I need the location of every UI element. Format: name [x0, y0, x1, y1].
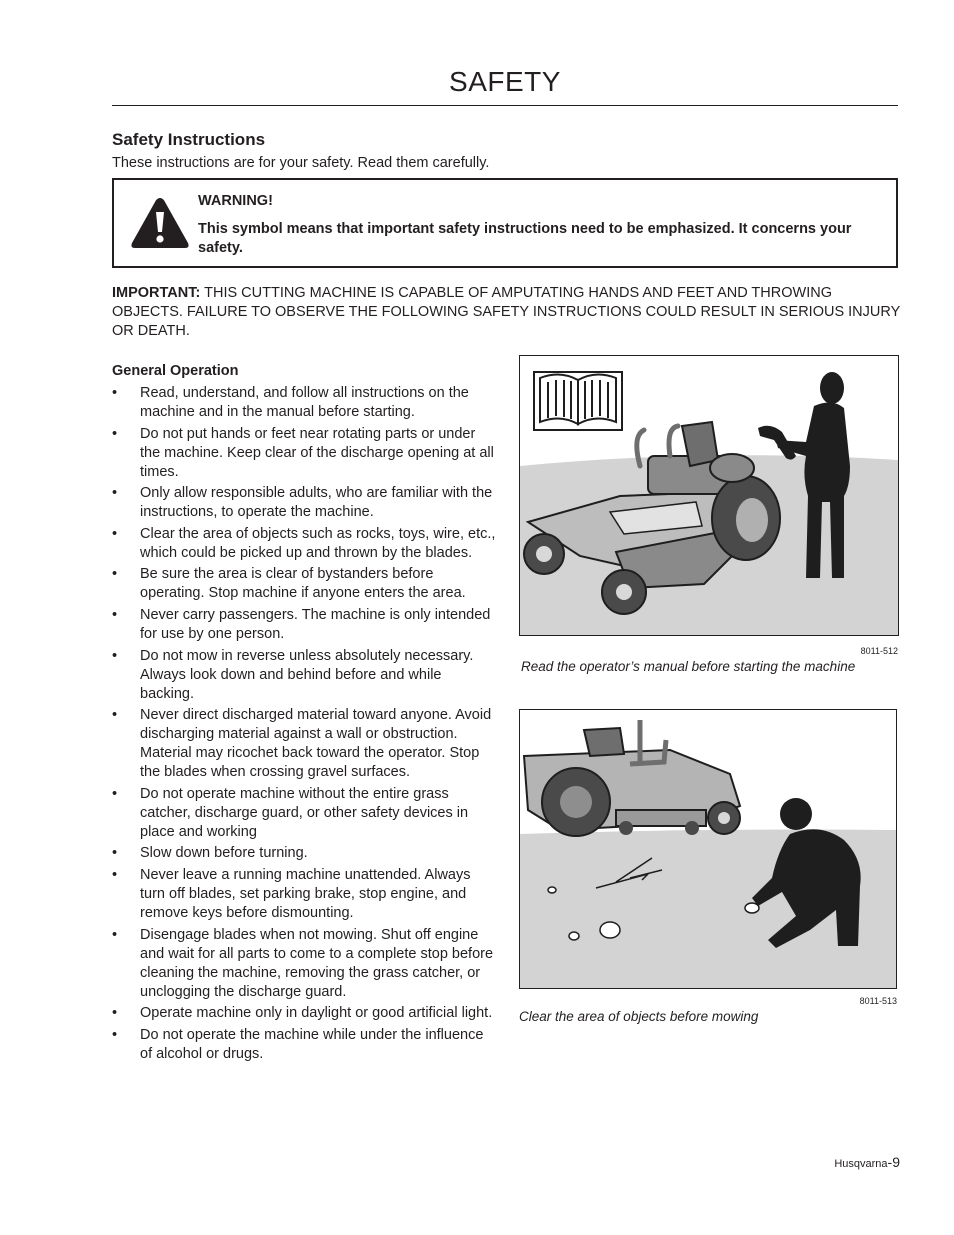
general-operation-heading: General Operation: [112, 363, 239, 379]
list-item: • Clear the area of objects such as rocks, toys, wire, etc., which could be picked up and thrown by the blades.: [112, 525, 496, 561]
figure-clear-area: [519, 709, 897, 989]
list-item: • Do not put hands or feet near rotating parts or under the machine. Keep clear of the discharge opening at all times.: [112, 425, 494, 480]
riding-mower-icon: [524, 720, 740, 836]
important-label: IMPORTANT:: [112, 285, 201, 301]
list-item: • Only allow responsible adults, who are familiar with the instructions, to operate the machine.: [112, 485, 493, 521]
list-item: • Slow down before turning.: [112, 845, 308, 862]
list-item: • Do not operate machine without the entire grass catcher, discharge guard, or other safety devices in place and working: [112, 785, 469, 840]
warning-text: This symbol means that important safety instructions need to be emphasized. It concerns your safety.: [198, 221, 852, 256]
list-item: • Do not operate the machine while under the influence of alcohol or drugs.: [112, 1026, 484, 1062]
general-operation-list: [112, 384, 496, 1066]
clear-area-illustration: [520, 710, 896, 988]
figure-code: 8011-512: [860, 646, 898, 656]
page-number: -9: [887, 1154, 900, 1170]
footer-brand: Husqvarna: [834, 1158, 888, 1170]
warning-box: [112, 178, 898, 268]
figure-code: 8011-513: [859, 996, 897, 1006]
section-heading: Safety Instructions: [112, 130, 266, 149]
list-item: • Be sure the area is clear of bystanders before operating. Stop machine if anyone enters the area.: [112, 566, 466, 602]
intro-text: These instructions are for your safety. Read them carefully.: [112, 155, 490, 171]
figure-caption: Clear the area of objects before mowing: [519, 1009, 759, 1024]
list-item: • Disengage blades when not mowing. Shut off engine and wait for all parts to come to a complete stop before cleaning the machine, removing the grass catcher, or unclogging the discharge guard.: [112, 926, 494, 1000]
open-book-icon: [534, 372, 622, 430]
list-item: • Never direct discharged material toward anyone. Avoid discharging material against a wall or obstruction. Material may ricochet back toward the operator. Stop the blades when crossing gravel surfaces.: [112, 707, 492, 781]
page-title: SAFETY: [449, 66, 561, 97]
important-text: THIS CUTTING MACHINE IS CAPABLE OF AMPUTATING HANDS AND FEET AND THROWING OBJECTS. FAILURE TO OBSERVE THE FOLLOWING SAFETY INSTRUCTIONS COULD RESULT IN SERIOUS INJURY OR DEATH.: [112, 285, 900, 339]
list-item: • Read, understand, and follow all instructions on the machine and in the manual before starting.: [112, 385, 469, 420]
warning-title: WARNING!: [198, 193, 273, 209]
list-item: • Do not mow in reverse unless absolutely necessary. Always look down and behind before and while backing.: [112, 647, 474, 702]
read-manual-illustration: [520, 356, 898, 635]
list-item: • Never leave a running machine unattended. Always turn off blades, set parking brake, stop engine, and remove keys before dismounting.: [112, 866, 471, 921]
figure-read-manual: [519, 355, 899, 636]
list-item: • Operate machine only in daylight or good artificial light.: [112, 1005, 493, 1022]
warning-triangle-icon: [130, 196, 190, 250]
list-item: • Never carry passengers. The machine is only intended for use by one person.: [112, 606, 491, 642]
figure-caption: Read the operator’s manual before starting the machine: [521, 659, 856, 674]
important-notice: [112, 284, 902, 341]
page-footer: [834, 1154, 900, 1172]
title-divider: [112, 105, 898, 106]
